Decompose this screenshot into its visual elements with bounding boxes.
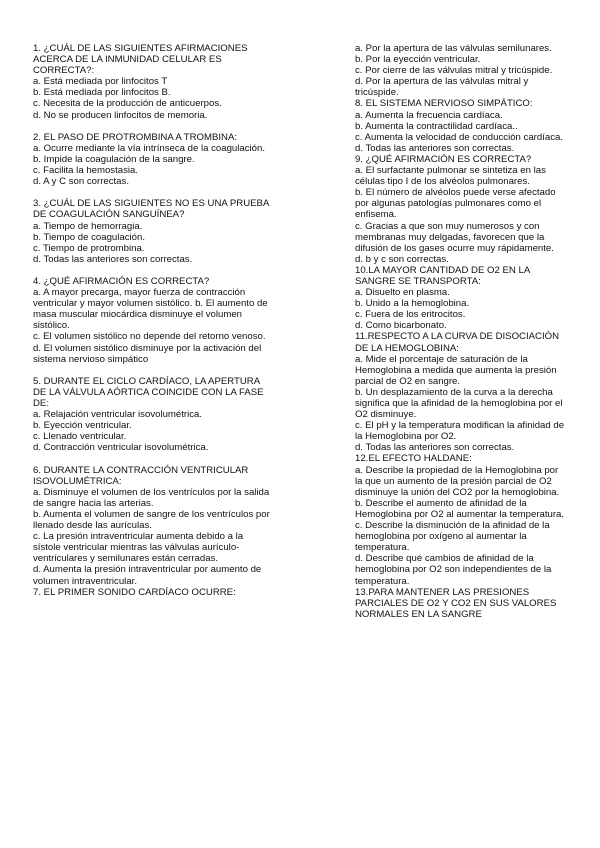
answer-option: c. Necesita de la producción de anticuerpos. [33, 98, 222, 110]
answer-option: a. Describe la propiedad de la Hemoglobina por la que un aumento de la presión parcial de O2 disminuye la unión del CO2 por la hemoglobina. [355, 464, 560, 498]
question-block [33, 132, 271, 187]
answer-option: b. Tiempo de coagulación. [33, 231, 146, 243]
question-text: 4. ¿QUÉ AFIRMACIÓN ES CORRECTA? [33, 275, 210, 287]
question-text: 11.RESPECTO A LA CURVA DE DISOCIACIÓN DE LA HEMOGLOBINA: [355, 331, 560, 354]
question-text: 10.LA MAYOR CANTIDAD DE O2 EN LA SANGRE SE TRANSPORTA: [355, 264, 530, 287]
answer-option: d. Como bicarbonato. [355, 320, 447, 332]
right-column [355, 43, 568, 620]
answer-option: d. b y c son correctas. [355, 253, 449, 265]
answer-option: b. Unido a la hemoglobina. [355, 298, 470, 310]
answer-option: b. Aumenta el volumen de sangre de los ventrículos por llenado desde las aurículas. [33, 508, 270, 532]
answer-option: b. Eyección ventricular. [33, 420, 132, 432]
answer-option: c. Fuera de los eritrocitos. [355, 309, 466, 321]
answer-option: c. Describe la disminución de la afinidad de la hemoglobina por oxígeno al aumentar la temperatura. [355, 520, 550, 554]
question-block [33, 198, 271, 265]
answer-option: a. Mide el porcentaje de saturación de la Hemoglobina a medida que aumenta la presión parcial de O2 en sangre. [355, 353, 557, 387]
question-block [33, 587, 271, 598]
answer-option: c. Aumenta la velocidad de conducción cardíaca. [355, 131, 563, 143]
answer-option: a. Tiempo de hemorragia. [33, 220, 143, 232]
answer-option: d. Todas las anteriores son correctas. [33, 253, 193, 265]
question-block [355, 98, 568, 153]
answer-option: c. La presión intraventricular aumenta debido a la sístole ventricular mientras las válvulas aurículo-ventriculares y semilunares están cerradas. [33, 531, 244, 565]
answer-option: b. El número de alvéolos puede verse afectado por algunas patologías pulmonares como el enfisema. [355, 187, 556, 221]
answer-option: a. El surfactante pulmonar se sintetiza en las células tipo I de los alvéolos pulmonares. [355, 165, 546, 188]
answer-option: a. A mayor precarga, mayor fuerza de contracción ventricular y mayor volumen sistólico. b. El aumento de masa muscular miocárdica disminuye el volumen sistólico. [33, 287, 268, 332]
question-text: 7. EL PRIMER SONIDO CARDÍACO OCURRE: [33, 586, 236, 598]
question-block [355, 587, 568, 620]
answer-option: a. Disuelto en plasma. [355, 287, 450, 299]
question-block [355, 453, 568, 586]
left-column [33, 43, 271, 598]
answer-option: d. Contracción ventricular isovolumétrica. [33, 442, 209, 454]
answer-option: b. Por la eyección ventricular. [355, 54, 481, 66]
answer-option: c. El volumen sistólico no depende del retorno venoso. [33, 331, 266, 343]
answer-option: b. Aumenta la contractilidad cardíaca.. [355, 120, 518, 132]
question-text: 12.EL EFECTO HALDANE: [355, 453, 472, 465]
question-block [33, 465, 271, 587]
question-text: 9. ¿QUÉ AFIRMACIÓN ES CORRECTA? [355, 153, 532, 165]
question-block [33, 376, 271, 454]
question-text: 8. EL SISTEMA NERVIOSO SIMPÁTICO: [355, 98, 533, 110]
answer-option: c. El pH y la temperatura modifican la afinidad de la Hemoglobina por O2. [355, 420, 565, 443]
answer-option: a. Por la apertura de las válvulas semilunares. [355, 43, 552, 54]
answer-option: d. Todas las anteriores son correctas. [355, 442, 515, 454]
answer-option: a. Relajación ventricular isovolumétrica. [33, 409, 203, 421]
answer-option: a. Está mediada por linfocitos T [33, 76, 168, 88]
question-text: 2. EL PASO DE PROTROMBINA A TROMBINA: [33, 131, 238, 143]
answer-option: b. Describe el aumento de afinidad de la Hemoglobina por O2 al aumentar la temperatura. [355, 497, 565, 520]
answer-option: a. Disminuye el volumen de los ventrículos por la salida de sangre hacia las arterias. [33, 486, 270, 509]
answer-option: d. Describe qué cambios de afinidad de la hemoglobina por O2 son independientes de la temperatura. [355, 553, 552, 587]
answer-option: c. Gracias a que son muy numerosos y con membranas muy delgadas, favorecen que la difusión de los gases ocurre muy rápidamente. [355, 220, 554, 254]
answer-option: a. Aumenta la frecuencia cardíaca. [355, 109, 503, 121]
question-block [355, 265, 568, 332]
answer-option: d. Por la apertura de las válvulas mitral y tricúspide. [355, 76, 529, 99]
question-text: 5. DURANTE EL CICLO CARDÍACO, LA APERTURA DE LA VÁLVULA AÓRTICA COINCIDE CON LA FASE DE: [33, 375, 264, 409]
answer-option: d. Todas las anteriores son correctas. [355, 142, 515, 154]
answer-option: b. Impide la coagulación de la sangre. [33, 153, 195, 165]
answer-option: b. Está mediada por linfocitos B. [33, 87, 171, 99]
answer-option: d. Aumenta la presión intraventricular por aumento de volumen intraventricular. [33, 564, 262, 587]
question-text: 3. ¿CUÁL DE LAS SIGUIENTES NO ES UNA PRUEBA DE COAGULACIÓN SANGUÍNEA? [33, 198, 269, 221]
question-text: 6. DURANTE LA CONTRACCIÓN VENTRICULAR ISOVOLUMÉTRICA: [33, 464, 249, 487]
question-block [355, 154, 568, 265]
answer-option: c. Por cierre de las válvulas mitral y tricúspide. [355, 65, 553, 77]
answer-option: b. Un desplazamiento de la curva a la derecha significa que la afinidad de la hemoglobina por el O2 disminuye. [355, 386, 563, 421]
question-block [33, 43, 271, 121]
answer-option: c. Tiempo de protrombina. [33, 242, 145, 254]
answer-option: d. A y C son correctas. [33, 176, 129, 188]
answer-option: d. No se producen linfocitos de memoria. [33, 109, 208, 121]
question-block [355, 331, 568, 453]
question-block [355, 43, 568, 98]
question-text: 13.PARA MANTENER LAS PRESIONES PARCIALES DE O2 Y CO2 EN SUS VALORES NORMALES EN LA SANGRE [355, 586, 557, 620]
question-text: 1. ¿CUÁL DE LAS SIGUIENTES AFIRMACIONES ACERCA DE LA INMUNIDAD CELULAR ES CORRECTA?: [33, 43, 248, 77]
answer-option: d. El volumen sistólico disminuye por la activación del sistema nervioso simpático [33, 342, 262, 365]
answer-option: c. Llenado ventricular. [33, 431, 127, 443]
question-block [33, 276, 271, 365]
answer-option: a. Ocurre mediante la vía intrínseca de la coagulación. [33, 142, 265, 154]
answer-option: c. Facilita la hemostasia. [33, 165, 139, 177]
